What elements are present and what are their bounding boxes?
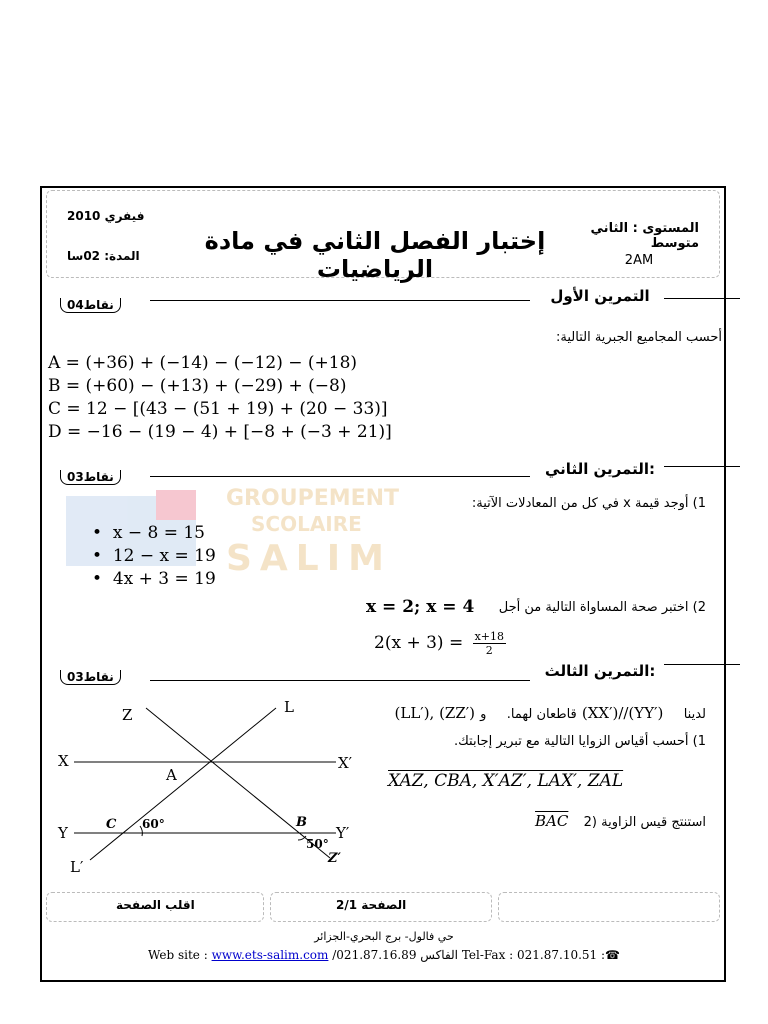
equation-3: • 4x + 3 = 19 [92,569,216,589]
ex3-rule-right [664,664,740,665]
ex3-angles: XAZ, CBA, X′AZ′, LAX′, ZAL [388,771,624,791]
given-and: و [480,707,487,722]
angle-b-value: 50° [306,837,329,851]
ex3-points: 03نقاط [60,670,121,685]
watermark-line3: SALIM [226,538,392,579]
ex3-question1: 1) أحسب أقياس الزوايا التالية مع تبرير إجابتك. [453,734,706,749]
watermark-line1: GROUPEMENT [226,486,400,511]
page-title: إختبار الفصل الثاني في مادة الرياضيات [204,227,546,283]
ex3-heading: التمرين الثالث: [544,662,656,680]
footer-address: حي فالول- برج البحري-الجزائر [314,930,454,943]
page-number: الصفحة 2/1 [336,898,407,912]
equation-1: • x − 8 = 15 [92,523,205,543]
footer-strip [46,890,718,922]
ex1-instruction: أحسب المجاميع الجبرية التالية: [556,330,722,345]
ex2-equations [92,522,216,591]
expr-c: C = 12 − [(43 − (51 + 19) + (20 − 33)] [48,399,388,419]
ex3-rule [150,680,530,681]
ex3-question2: 2) استنتج قيس الزاوية [583,815,706,830]
equality-fraction [473,630,506,657]
angle-arc-b [298,836,306,840]
ex1-rule [150,300,530,301]
equality-numerator: x+18 [474,630,505,643]
label-l: L [284,698,294,716]
website-label: Web site : [148,948,208,962]
footer-contact [0,948,768,962]
q2-angle: $\overline{BAC}$ [535,812,569,830]
exam-duration: المدة: 02سا [67,249,140,263]
website-link[interactable]: www.ets-salim.com [211,948,329,962]
line-ll [90,708,276,860]
ex2-question2: 2) اختبر صحة المساواة التالية من أجل [498,600,706,615]
geometry-figure [50,690,360,890]
equation-2-text: 12 − x = 19 [112,546,216,566]
telfax: Tel-Fax : 021.87.10.51 :☎ [461,948,620,962]
equality-left: 2(x + 3) = [374,633,464,653]
label-b: B [296,815,307,830]
fax-label: الفاكس [420,948,459,962]
equation-1-text: x − 8 = 15 [112,523,205,543]
ex2-equality [374,630,506,657]
ex3-given [395,702,706,725]
footer-cell-right [498,892,720,922]
header [46,190,720,283]
ex1-rule-right [664,298,740,299]
ex2-values: x = 2; x = 4 [366,597,475,617]
equation-3-text: 4x + 3 = 19 [112,569,216,589]
given-parallel: (XX′)//(YY′) [581,704,664,722]
label-z: Z [122,706,133,724]
ex2-question1: 1) أوجد قيمة x في كل من المعادلات الآتية: [471,496,706,511]
equation-2: • 12 − x = 19 [92,546,216,566]
expr-d: D = −16 − (19 − 4) + [−8 + (−3 + 21)] [48,422,392,442]
ex2-heading: التمرين الثاني: [545,460,655,478]
turn-page: اقلب الصفحة [116,898,195,912]
label-xp: X′ [338,754,353,772]
ex3-q2-row [535,810,706,833]
ex1-heading: التمرين الأول [550,287,650,305]
ex1-points: 04نقاط [60,298,121,313]
label-yp: Y′ [336,824,350,842]
label-a: A [166,766,177,784]
fax-number: /021.87.16.89 [332,948,417,962]
label-y: Y [58,824,68,842]
given-prefix: لدينا [683,707,706,722]
level-text: المستوى : الثاني متوسط [590,221,699,251]
label-lp: L′ [70,858,84,876]
given-suffix: قاطعان لهما. [506,707,577,722]
label-x: X [58,752,69,770]
angle-c-value: 60° [142,817,165,831]
exam-date: فيفري 2010 [67,209,145,223]
given-secants: (LL′), (ZZ′) [394,704,476,722]
ex1-expressions [48,352,392,444]
equality-denominator: 2 [485,644,493,657]
ex2-rule [150,476,530,477]
label-zp: Z′ [328,851,341,866]
ex2-points: 03نقاط [60,470,121,485]
ex2-rule-right [664,466,740,467]
label-c: C [106,817,117,832]
level-code: 2AM [624,253,654,268]
watermark-line2: SCOLAIRE [251,512,362,536]
expr-a: A = (+36) + (−14) − (−12) − (+18) [48,353,358,373]
expr-b: B = (+60) − (+13) + (−29) + (−8) [48,376,347,396]
